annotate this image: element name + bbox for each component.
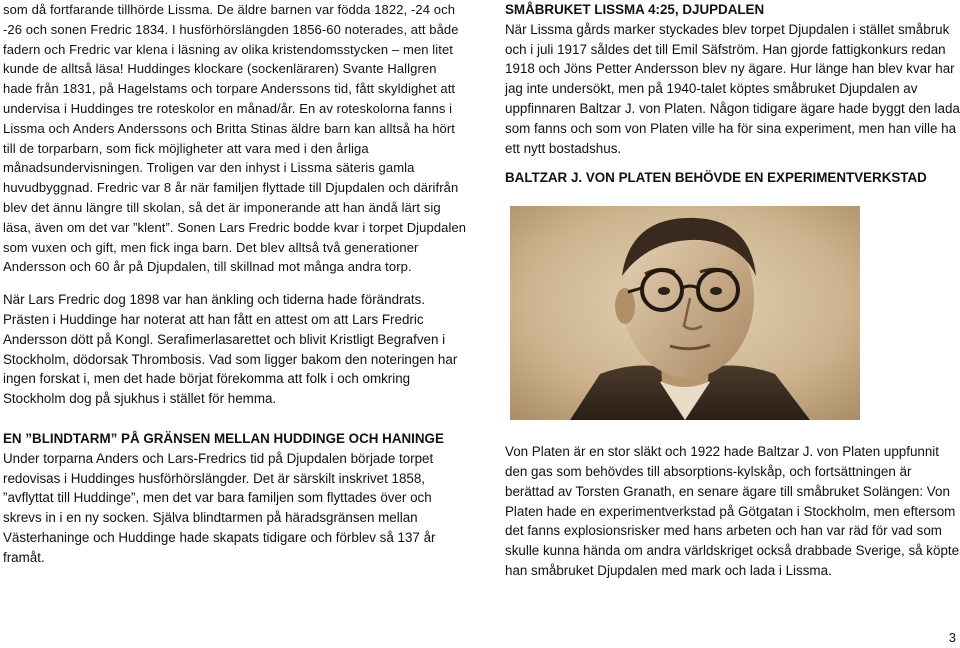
section-heading-blindtarm: EN ”BLINDTARM” PÅ GRÄNSEN MELLAN HUDDINGE OCH HANINGE [3,430,444,446]
body-paragraph-3: Under torparna Anders och Lars-Fredrics tid på Djupdalen började torpet redovisas i Huddinges husförhörslängder. Det är särskilt inskrivet 1858, ”avflyttat till Huddinge”, men det var bara familjen som flyttades över och skrevs in i en ny socken. Själva blindtarmen på häradsgränsen mellan Västerhaninge och Huddinge hade skapats tidigare och förblev så 137 år framåt. [3,450,436,565]
section-heading-smabruket: SMÅBRUKET LISSMA 4:25, DJUPDALEN [505,2,765,17]
left-column [3,0,468,568]
body-paragraph-2: När Lars Fredric dog 1898 var han änkling och tiderna hade förändrats. Prästen i Huddinge har noterat att han fått en attest om att Lars Fredric Andersson dött på Kongl. Serafimerlasarettet och blivit Kristligt Begrafven i Stockholm, dödorsak Thrombosis. Vad som ligger bakom den noteringen har ingen forskat i, men det hade börjat förekomma att folk i och omkring Stockholm dog på sjukhus i stället för hemma. [3,292,458,407]
portrait-photo [510,206,860,420]
body-paragraph-1: som då fortfarande tillhörde Lissma. De äldre barnen var födda 1822, -24 och -26 och sonen Fredric 1834. I husförhörslängden 1856-60 noterades, att både fadern och Fredric var klena i läsning av olika kristendomsstycken – men litet kunde de alltså läsa! Huddinges klockare (sockenläraren) Svante Hallgren hade från 1831, på Hagelstams och torpare Anderssons tid, fått skyldighet att undervisa i Huddinges tre roteskolor en månad/år. En av roteskolorna fanns i Lissma och Anders Anderssons och Britta Stinas äldre barn kan alltså ha hört till de torparbarn, som fick möjligheter att vara med i den årliga månadsundervisningen. Troligen var den inhyst i Lissma säteris gamla huvudbyggnad. Fredric var 8 år när familjen flyttade till Djupdalen och därifrån blev det ännu längre till skolan, så det är imponerande att han ändå lärt sig läsa, även om det var ”klent”. Sonen Lars Fredric bodde kvar i torpet Djupdalen som vuxen och gift, men fick inga barn. Det blev alltså två generationer Andersson och 60 år på Djupdalen, till skillnad mot många andra torp. [3,2,467,275]
body-paragraph-von-platen: Von Platen är en stor släkt och 1922 hade Baltzar J. von Platen uppfunnit den gas som behövdes till absorptions-kylskåp, och fortsättningen är berättad av Torsten Granath, en senare ägare till småbruket Solängen: Von Platen hade en experimentverkstad på Götgatan i Stockholm, men eftersom det fanns explosionsrisker med hans arbeten och han var räd för vad som skulle kunna hända om andra världskriget också drabbade Sverige, så köpte han småbruket Djupdalen med mark och lada i Lissma. [505,444,960,578]
paragraph-gap [3,277,468,290]
body-paragraph-smabruket: När Lissma gårds marker styckades blev torpet Djupdalen i stället småbruk och i juli 1917 såldes det till Emil Säfström. Han gjorde fattigkonkurs redan 1918 och Jöns Petter Andersson blev ny ägare. Hur länge han blev kvar har jag inte undersökt, men på 1940-talet köptes småbruket Djupdalen av uppfinnaren Baltzar J. von Platen. Någon tidigare ägare hade byggt den lada som fanns och som von Platen ville ha för sina experiment, men han ville ha ett nytt bostadshus. [505,21,960,156]
section-heading-von-platen: BALTZAR J. VON PLATEN BEHÖVDE EN EXPERIMENTVERKSTAD [505,170,927,186]
page-number: 3 [948,630,956,645]
paragraph-gap [505,158,960,168]
portrait-image [510,206,860,420]
paragraph-gap [3,409,468,429]
